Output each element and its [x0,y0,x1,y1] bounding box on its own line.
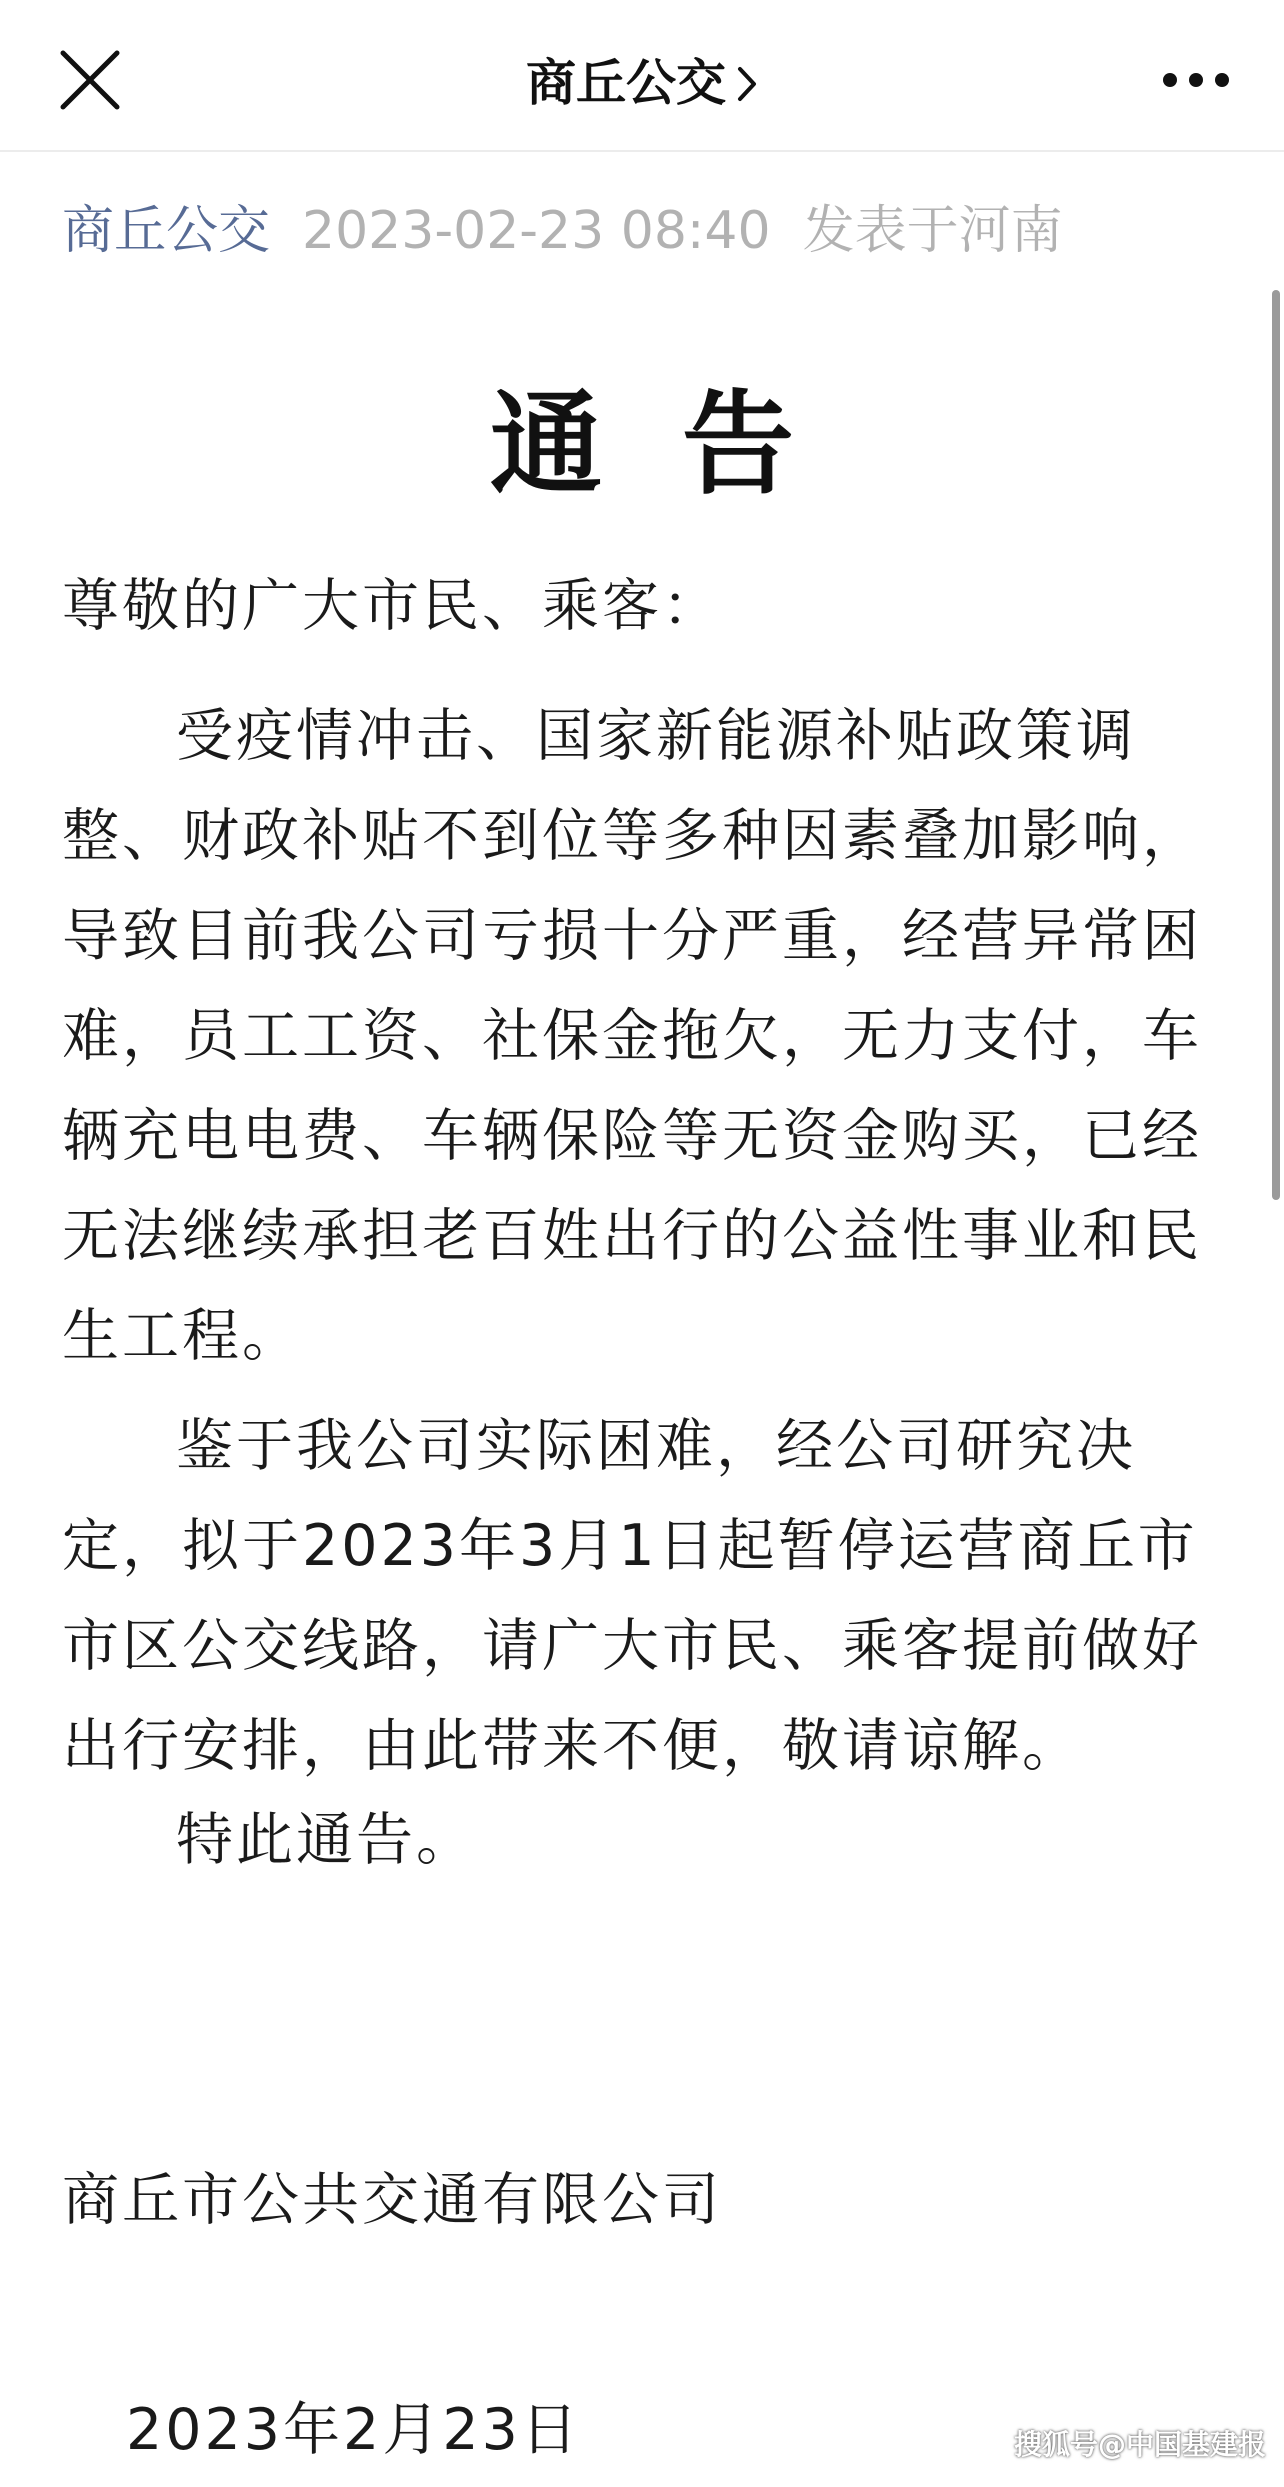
company-signature: 商丘市公共交通有限公司 [62,2167,722,2233]
publish-location: 发表于河南 [802,201,1063,261]
paragraph-2: 鉴于我公司实际困难，经公司研究决定，拟于2023年3月1日起暂停运营商丘市市区公交线路，请广大市民、乘客提前做好出行安排，由此带来不便，敬请谅解。 [62,1413,1202,1779]
more-options-button[interactable] [1160,60,1232,100]
article-meta [62,196,1063,266]
top-nav-bar [0,0,1284,152]
page-title: 商丘公交 [526,54,726,112]
watermark: 搜狐号@中国基建报 [1013,2428,1266,2461]
paragraph-1: 受疫情冲击、国家新能源补贴政策调整、财政补贴不到位等多种因素叠加影响，导致目前我公司亏损十分严重，经营异常困难，员工工资、社保金拖欠，无力支付，车辆充电电费、车辆保险等无资金购买，已经无法继续承担老百姓出行的公益性事业和民生工程。 [62,703,1202,1369]
salutation-text: 尊敬的广大市民、乘客： [62,573,722,639]
chevron-right-icon [736,65,758,103]
closing-text: 特此通告。 [176,1807,476,1873]
account-title-link[interactable] [0,48,1284,118]
author-account-link[interactable]: 商丘公交 [62,201,271,261]
publish-time: 2023-02-23 08:40 [302,201,771,261]
more-horizontal-icon [1160,60,1232,100]
signature-date: 2023年2月23日 [126,2397,581,2463]
article-title: 通告 [490,380,874,510]
